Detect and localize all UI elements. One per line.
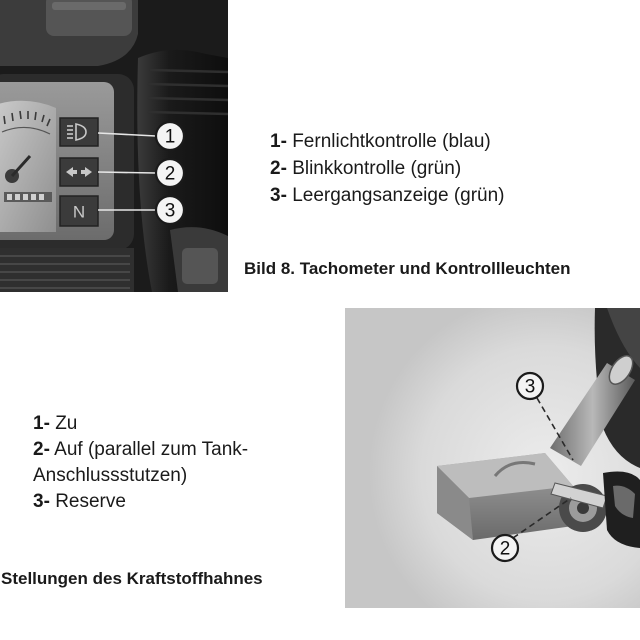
legend-item-text: Auf (parallel zum Tank- xyxy=(54,439,249,460)
figure-caption: Bild 8. Tachometer und Kontrollleuchten xyxy=(244,259,571,278)
legend-item xyxy=(33,437,248,463)
fuel-tap-photo-graphic xyxy=(345,308,640,608)
indicator-legend xyxy=(270,128,505,209)
legend-item xyxy=(270,182,505,209)
callout-3 xyxy=(517,373,543,399)
callout-3-label: 3 xyxy=(164,200,176,222)
legend-item-number: 2- xyxy=(33,439,50,460)
figure-caption: Stellungen des Kraftstoffhahnes xyxy=(1,569,263,588)
legend-item-text: Leergangsanzeige (grün) xyxy=(292,185,505,206)
legend-item-number: 3- xyxy=(270,185,287,206)
legend-item-number: 2- xyxy=(270,158,287,179)
legend-item-text: Blinkkontrolle (grün) xyxy=(292,158,462,179)
speedometer-photo xyxy=(0,0,228,292)
turn-signal-indicator xyxy=(60,158,98,186)
legend-item xyxy=(270,155,505,182)
legend-item-text: Fernlichtkontrolle (blau) xyxy=(292,131,491,152)
fuel-tap-photo xyxy=(345,308,640,608)
callout-1 xyxy=(156,122,184,150)
lower-grille xyxy=(0,248,134,292)
speedometer-photo-graphic xyxy=(0,0,228,292)
callout-2 xyxy=(492,535,518,561)
legend-item xyxy=(270,128,505,155)
fuel-tap-legend xyxy=(33,411,248,515)
legend-item-number: 1- xyxy=(270,131,287,152)
callout-2-label: 2 xyxy=(164,163,176,185)
callout-2 xyxy=(156,159,184,187)
callout-3 xyxy=(156,196,184,224)
legend-item-text: Reserve xyxy=(55,491,126,512)
callout-3-label: 3 xyxy=(524,376,536,398)
callout-1-label: 1 xyxy=(164,126,176,148)
speedometer-dial xyxy=(0,101,56,232)
legend-item xyxy=(33,411,248,437)
legend-item-number: 3- xyxy=(33,491,50,512)
legend-item-text: Zu xyxy=(55,413,78,434)
neutral-indicator-label: N xyxy=(72,202,86,222)
fuel-tap-body xyxy=(437,453,573,540)
legend-item-number: 1- xyxy=(33,413,50,434)
legend-item xyxy=(33,489,248,515)
callout-2-label: 2 xyxy=(499,538,511,560)
high-beam-indicator xyxy=(60,118,98,146)
legend-item-continuation: Anschlussstutzen) xyxy=(33,465,188,486)
